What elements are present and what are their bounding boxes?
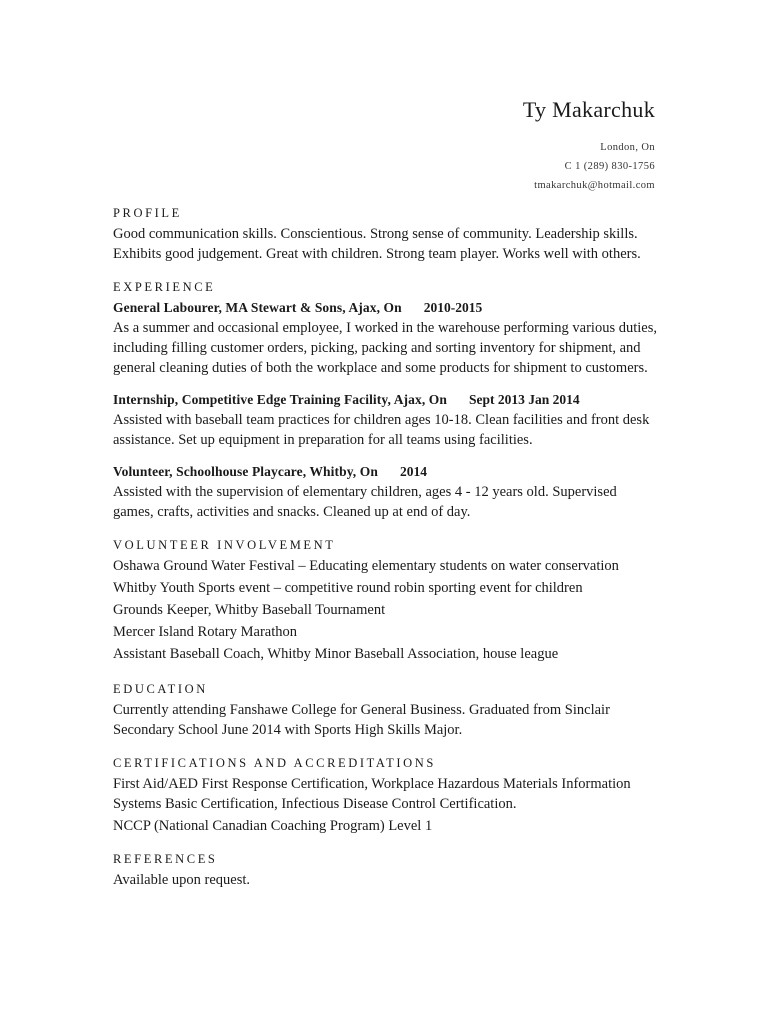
experience-section bbox=[113, 278, 658, 522]
education-text: Currently attending Fanshawe College for General Business. Graduated from Sinclair Secondary School June 2014 with Sports High Skills Major. bbox=[113, 702, 610, 738]
contact-block bbox=[523, 138, 655, 195]
certifications-coaching: NCCP (National Canadian Coaching Program) Level 1 bbox=[113, 818, 433, 834]
volunteer-section bbox=[113, 536, 658, 664]
experience-heading: EXPERIENCE bbox=[113, 280, 216, 294]
volunteer-item: Mercer Island Rotary Marathon bbox=[113, 624, 298, 640]
certifications-text: First Aid/AED First Response Certification, Workplace Hazardous Materials Information Systems Basic Certification, Infectious Disease Control Certification. bbox=[113, 776, 631, 812]
applicant-name: Ty Makarchuk bbox=[522, 97, 655, 122]
job-title: Internship, Competitive Edge Training Facility, Ajax, On bbox=[113, 392, 447, 407]
volunteer-heading: VOLUNTEER INVOLVEMENT bbox=[113, 538, 336, 552]
education-heading: EDUCATION bbox=[113, 682, 208, 696]
profile-text: Good communication skills. Conscientious. Strong sense of community. Leadership skills. Exhibits good judgement. Great with children. Strong team player. Works well with others. bbox=[113, 226, 641, 262]
references-section bbox=[113, 850, 658, 890]
job-dates: 2010-2015 bbox=[423, 300, 483, 315]
job-description: As a summer and occasional employee, I worked in the warehouse performing various duties, including filling customer orders, picking, packing and sorting inventory for shipment, and general cleaning duties of both the workplace and some products for shipment to customers. bbox=[113, 320, 657, 376]
volunteer-item: Grounds Keeper, Whitby Baseball Tournament bbox=[113, 602, 386, 618]
certifications-heading: CERTIFICATIONS AND ACCREDITATIONS bbox=[113, 756, 436, 770]
job-title: Volunteer, Schoolhouse Playcare, Whitby, On bbox=[113, 464, 378, 479]
contact-email: tmakarchuk@hotmail.com bbox=[534, 180, 655, 191]
job-dates: 2014 bbox=[399, 464, 427, 479]
job-heading-line bbox=[113, 298, 658, 318]
volunteer-item: Oshawa Ground Water Festival – Educating elementary students on water conservation bbox=[113, 558, 619, 574]
contact-phone: C 1 (289) 830-1756 bbox=[564, 161, 655, 172]
resume-header bbox=[523, 96, 655, 195]
education-section bbox=[113, 680, 658, 740]
job-entry bbox=[113, 390, 658, 450]
job-dates: Sept 2013 Jan 2014 bbox=[469, 392, 580, 407]
job-title: General Labourer, MA Stewart & Sons, Ajax, On bbox=[113, 300, 402, 315]
job-entry bbox=[113, 298, 658, 378]
job-heading-line bbox=[113, 462, 658, 482]
resume-body bbox=[113, 204, 658, 890]
references-heading: REFERENCES bbox=[113, 852, 218, 866]
profile-section bbox=[113, 204, 658, 264]
job-entry bbox=[113, 462, 658, 522]
certifications-section bbox=[113, 754, 658, 836]
contact-city: London, On bbox=[600, 142, 655, 153]
job-heading-line bbox=[113, 390, 658, 410]
volunteer-item: Whitby Youth Sports event – competitive round robin sporting event for children bbox=[113, 580, 583, 596]
job-description: Assisted with the supervision of elementary children, ages 4 - 12 years old. Supervised games, crafts, activities and snacks. Cleaned up at end of day. bbox=[113, 484, 617, 520]
volunteer-item: Assistant Baseball Coach, Whitby Minor Baseball Association, house league bbox=[113, 646, 559, 662]
profile-heading: PROFILE bbox=[113, 206, 182, 220]
references-text: Available upon request. bbox=[113, 872, 251, 888]
job-description: Assisted with baseball team practices for children ages 10-18. Clean facilities and front desk assistance. Set up equipment in preparation for all teams using facilities. bbox=[113, 412, 650, 448]
